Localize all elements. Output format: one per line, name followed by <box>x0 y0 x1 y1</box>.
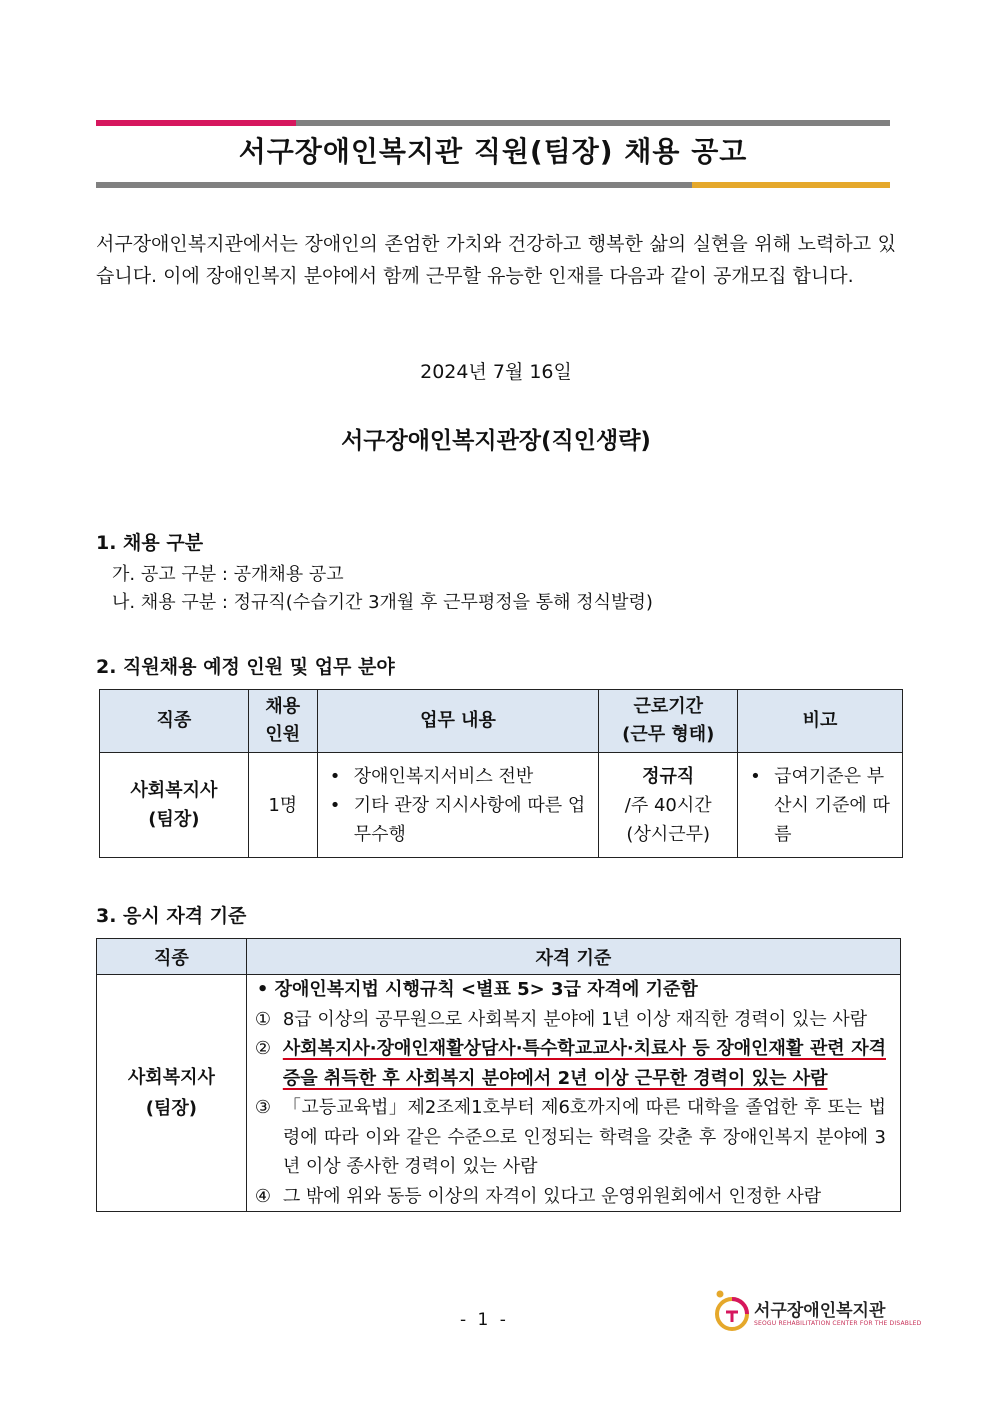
title-bottom-bar-gold <box>692 182 890 188</box>
section2-heading: 2. 직원채용 예정 인원 및 업무 분야 <box>96 656 395 678</box>
logo-name: 서구장애인복지관 <box>754 1301 886 1321</box>
criteria-item <box>253 1182 886 1212</box>
criteria-item <box>253 1093 886 1182</box>
page-title: 서구장애인복지관 직원(팀장) 채용 공고 <box>238 135 748 168</box>
table-header-row <box>100 690 903 753</box>
col-header-job: 직종 <box>100 690 249 753</box>
title-top-bar-pink <box>96 120 296 126</box>
term-cell <box>599 753 738 858</box>
announcement-date: 2024년 7월 16일 <box>420 361 572 383</box>
duty-item: • 장애인복지서비스 전반 <box>354 762 587 791</box>
criteria-lead: • 장애인복지법 시행규칙 <별표 5> 3급 자격에 기준함 <box>256 979 698 1000</box>
title-top-bar-gray <box>296 120 890 126</box>
item-number: ③ <box>254 1097 271 1118</box>
qualification-table <box>96 938 901 1212</box>
item-number: ② <box>254 1038 271 1059</box>
table-row <box>100 753 903 858</box>
col-header-count: 채용 인원 <box>248 690 317 753</box>
duties-cell <box>317 753 599 858</box>
note-item: • 급여기준은 부산시 기준에 따름 <box>774 762 894 849</box>
col-header-note: 비고 <box>738 690 903 753</box>
section3-heading: 3. 응시 자격 기준 <box>96 905 247 927</box>
job-cell: 사회복지사 (팀장) <box>97 975 247 1212</box>
title-bottom-bar-gray <box>96 182 692 188</box>
item-text: 8급 이상의 공무원으로 사회복지 분야에 1년 이상 재직한 경력이 있는 사람 <box>282 1008 868 1030</box>
logo-subtitle: SEOGU REHABILITATION CENTER FOR THE DISABLED <box>754 1320 922 1327</box>
term-type: 정규직 <box>642 765 695 787</box>
job-cell: 사회복지사 (팀장) <box>100 753 249 858</box>
criteria-item <box>253 1034 886 1093</box>
item-text: 「고등교육법」제2조제1호부터 제6호까지에 따른 대학을 졸업한 후 또는 법령에 따라 이와 같은 수준으로 인정되는 학력을 갖춘 후 장애인복지 분야에 3년 이상 종사한 경력이 있는 사람 <box>282 1097 886 1177</box>
section1-heading: 1. 채용 구분 <box>96 532 204 554</box>
logo-mark-icon <box>712 1288 752 1334</box>
intro-paragraph: 서구장애인복지관에서는 장애인의 존엄한 가치와 건강하고 행복한 삶의 실현을 위해 노력하고 있습니다. 이에 장애인복지 분야에서 함께 근무할 유능한 인재를 다음과 같이 공개모집 합니다. <box>96 233 896 287</box>
section1-item: 가. 공고 구분 : 공개채용 공고 <box>112 564 344 585</box>
col-header-criteria: 자격 기준 <box>246 939 900 975</box>
item-text-highlighted: 사회복지사·장애인재활상담사·특수학교교사·치료사 등 장애인재활 관련 자격증을 취득한 후 사회복지 분야에서 2년 이상 근무한 경력이 있는 사람 <box>282 1038 886 1089</box>
staffing-table <box>99 689 903 858</box>
table-row <box>97 975 901 1212</box>
col-header-term: 근로기간 (근무 형태) <box>599 690 738 753</box>
signer: 서구장애인복지관장(직인생략) <box>341 428 651 454</box>
note-cell <box>738 753 903 858</box>
item-number: ① <box>254 1008 271 1030</box>
col-header-job: 직종 <box>97 939 247 975</box>
page-number: - 1 - <box>460 1310 509 1330</box>
section1-item: 나. 채용 구분 : 정규직(수습기간 3개월 후 근무평정을 통해 정식발령) <box>112 592 653 613</box>
col-header-duties: 업무 내용 <box>317 690 599 753</box>
item-number: ④ <box>254 1185 271 1207</box>
item-text: 그 밖에 위와 동등 이상의 자격이 있다고 운영위원회에서 인정한 사람 <box>282 1185 822 1207</box>
criteria-cell <box>246 975 900 1212</box>
criteria-item <box>253 1005 886 1035</box>
duty-item: • 기타 관장 지시사항에 따른 업무수행 <box>354 791 587 849</box>
term-hours: /주 40시간 (상시근무) <box>624 794 712 845</box>
table-header-row <box>97 939 901 975</box>
count-cell: 1명 <box>248 753 317 858</box>
